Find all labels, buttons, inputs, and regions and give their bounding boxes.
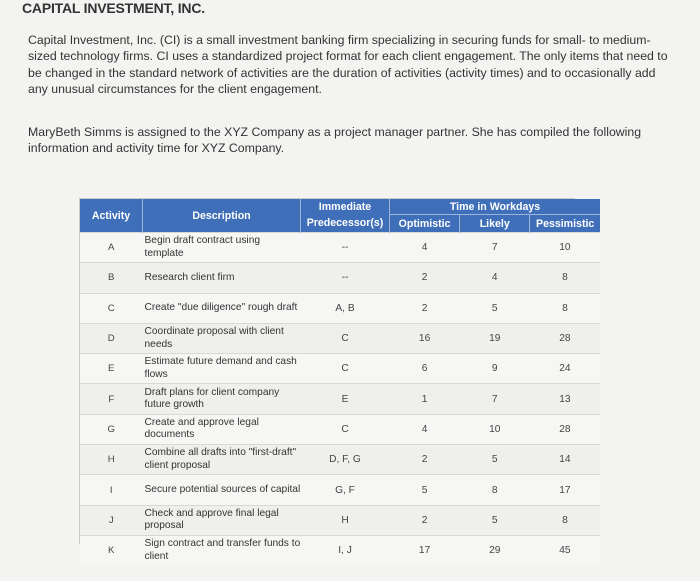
cell-likely: 9 <box>460 354 530 384</box>
cell-description: Sign contract and transfer funds to client <box>143 535 301 565</box>
cell-optimistic: 5 <box>390 475 460 505</box>
table-row <box>80 535 600 565</box>
cell-predecessors: A, B <box>301 293 390 323</box>
cell-description: Create "due diligence" rough draft <box>143 293 301 323</box>
table-row <box>80 354 600 384</box>
cell-pessimistic: 8 <box>530 505 600 535</box>
cell-likely: 5 <box>460 293 530 323</box>
table-row <box>80 233 600 263</box>
header-description: Description <box>143 199 301 233</box>
activity-table-container <box>80 199 595 562</box>
cell-pessimistic: 13 <box>530 384 600 414</box>
cell-description: Check and approve final legal proposal <box>143 505 301 535</box>
cell-activity: A <box>80 233 143 263</box>
cell-description: Create and approve legal documents <box>143 414 301 444</box>
page-title: CAPITAL INVESTMENT, INC. <box>22 0 205 16</box>
cell-optimistic: 6 <box>390 354 460 384</box>
cell-likely: 8 <box>460 475 530 505</box>
cell-activity: B <box>80 263 143 293</box>
cell-description: Begin draft contract using template <box>143 233 301 263</box>
cell-pessimistic: 28 <box>530 323 600 353</box>
header-optimistic: Optimistic <box>390 215 460 233</box>
table-row <box>80 475 600 505</box>
header-row-top <box>80 199 600 215</box>
cell-activity: F <box>80 384 143 414</box>
cell-predecessors: I, J <box>301 535 390 565</box>
table-row <box>80 445 600 475</box>
table-body <box>80 233 600 566</box>
cell-pessimistic: 8 <box>530 263 600 293</box>
cell-description: Draft plans for client company future growth <box>143 384 301 414</box>
cell-activity: D <box>80 323 143 353</box>
activity-table <box>80 199 600 565</box>
header-predecessor-line2: Predecessor(s) <box>301 215 390 233</box>
cell-description: Research client firm <box>143 263 301 293</box>
cell-predecessors: C <box>301 354 390 384</box>
cell-description: Coordinate proposal with client needs <box>143 323 301 353</box>
header-likely: Likely <box>460 215 530 233</box>
table-row <box>80 263 600 293</box>
cell-likely: 7 <box>460 233 530 263</box>
header-predecessor-line1: Immediate <box>301 199 390 215</box>
cell-activity: K <box>80 535 143 565</box>
cell-activity: H <box>80 445 143 475</box>
table-row <box>80 414 600 444</box>
cell-optimistic: 16 <box>390 323 460 353</box>
cell-activity: G <box>80 414 143 444</box>
cell-likely: 4 <box>460 263 530 293</box>
cell-optimistic: 1 <box>390 384 460 414</box>
cell-activity: I <box>80 475 143 505</box>
cell-optimistic: 2 <box>390 293 460 323</box>
cell-optimistic: 2 <box>390 263 460 293</box>
cell-description: Combine all drafts into "first-draft" client proposal <box>143 445 301 475</box>
cell-activity: E <box>80 354 143 384</box>
cell-optimistic: 4 <box>390 414 460 444</box>
cell-optimistic: 2 <box>390 505 460 535</box>
cell-predecessors: -- <box>301 233 390 263</box>
cell-activity: J <box>80 505 143 535</box>
cell-likely: 5 <box>460 505 530 535</box>
cell-predecessors: C <box>301 414 390 444</box>
cell-likely: 29 <box>460 535 530 565</box>
table-row <box>80 323 600 353</box>
cell-activity: C <box>80 293 143 323</box>
cell-pessimistic: 10 <box>530 233 600 263</box>
cell-likely: 7 <box>460 384 530 414</box>
assignment-paragraph: MaryBeth Simms is assigned to the XYZ Company as a project manager partner. She has compiled the following information and activity time for XYZ Company. <box>28 125 642 156</box>
cell-pessimistic: 45 <box>530 535 600 565</box>
header-time-group: Time in Workdays <box>449 200 541 213</box>
table-row <box>80 293 600 323</box>
cell-optimistic: 17 <box>390 535 460 565</box>
cell-predecessors: -- <box>301 263 390 293</box>
cell-likely: 19 <box>460 323 530 353</box>
intro-paragraph: Capital Investment, Inc. (CI) is a small investment banking firm specializing in securing funds for small- to medium-sized technology firms. CI uses a standardized project format for each client engagement. The only items that need to be changed in the standard network of activities are the duration of activities (activity times) and to occasionally add any unusual circumstances for the client engagement. <box>28 33 668 97</box>
cell-pessimistic: 14 <box>530 445 600 475</box>
header-activity: Activity <box>80 199 143 233</box>
cell-predecessors: C <box>301 323 390 353</box>
cell-description: Estimate future demand and cash flows <box>143 354 301 384</box>
table-row <box>80 505 600 535</box>
header-pessimistic: Pessimistic <box>530 215 600 233</box>
cell-pessimistic: 24 <box>530 354 600 384</box>
cell-optimistic: 2 <box>390 445 460 475</box>
cell-optimistic: 4 <box>390 233 460 263</box>
cell-predecessors: G, F <box>301 475 390 505</box>
cell-description: Secure potential sources of capital <box>143 475 301 505</box>
cell-predecessors: E <box>301 384 390 414</box>
cell-pessimistic: 28 <box>530 414 600 444</box>
cell-predecessors: H <box>301 505 390 535</box>
cell-likely: 10 <box>460 414 530 444</box>
cell-likely: 5 <box>460 445 530 475</box>
cell-pessimistic: 8 <box>530 293 600 323</box>
cell-pessimistic: 17 <box>530 475 600 505</box>
cell-predecessors: D, F, G <box>301 445 390 475</box>
table-row <box>80 384 600 414</box>
